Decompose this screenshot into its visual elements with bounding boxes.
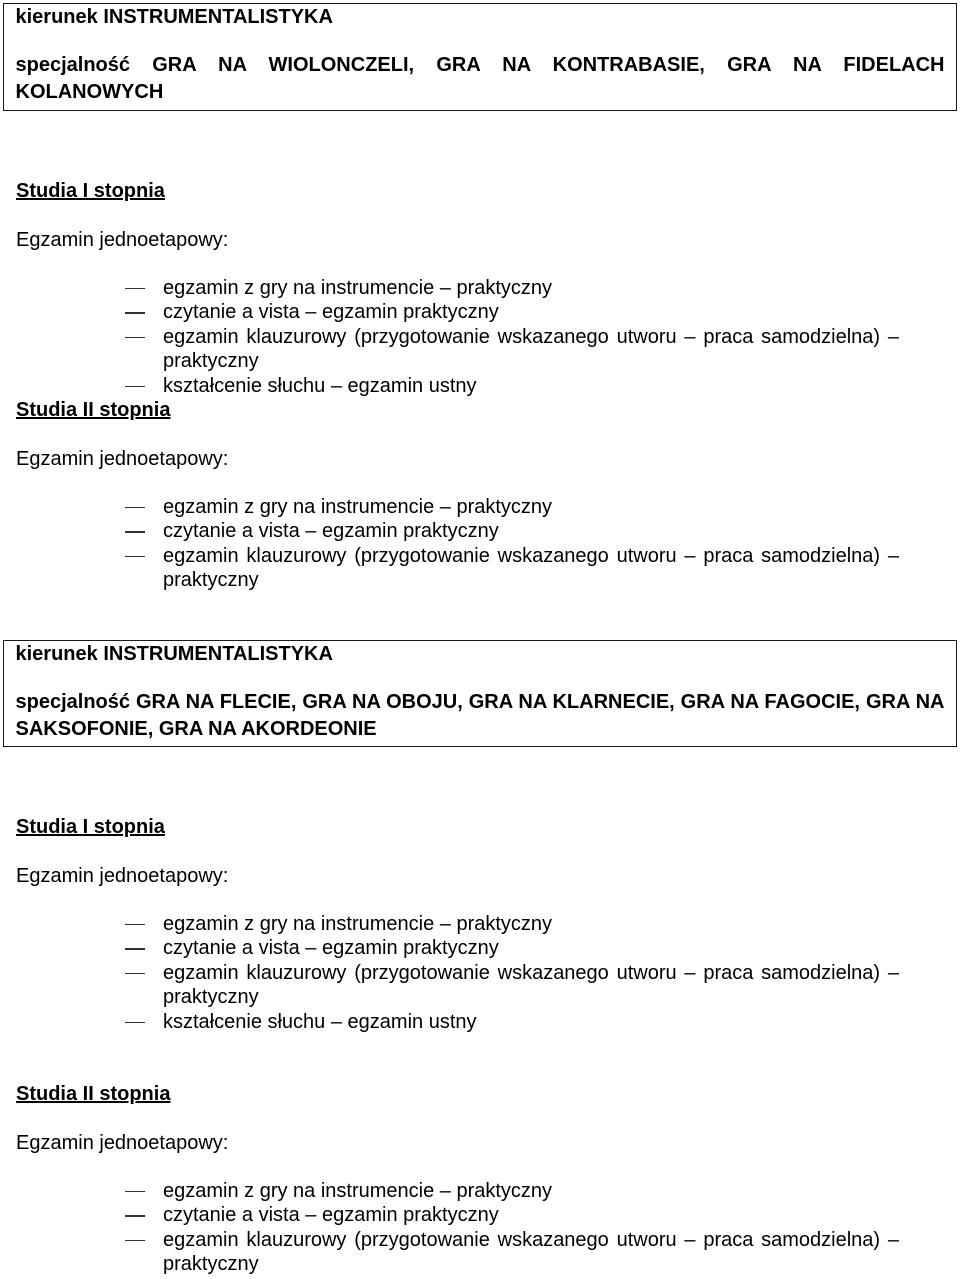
exam-item-text: czytanie a vista – egzamin praktyczny <box>163 520 499 542</box>
specialty-title: specjalność GRA NA FLECIE, GRA NA OBOJU, GRA NA KLARNECIE, GRA NA FAGOCIE, GRA NA SAKSOFONIE, GRA NA AKORDEONIE <box>15 691 945 740</box>
direction-title: kierunek INSTRUMENTALISTYKA <box>15 643 333 665</box>
exam-item <box>163 1203 899 1228</box>
list-dash-icon <box>125 1022 145 1024</box>
level-heading: Studia I stopnia <box>16 815 165 838</box>
list-dash-icon <box>125 973 145 975</box>
list-dash-icon <box>125 948 145 950</box>
exam-item <box>163 912 899 937</box>
exam-list <box>125 1179 899 1277</box>
exam-item <box>163 1010 899 1035</box>
exam-list <box>125 276 899 399</box>
exam-item <box>163 495 899 520</box>
list-dash-icon <box>125 1240 145 1242</box>
exam-item-text: egzamin z gry na instrumencie – praktyczny <box>163 276 553 299</box>
exam-item <box>163 936 899 961</box>
exam-item-text: czytanie a vista – egzamin praktyczny <box>163 1204 499 1226</box>
exam-item <box>163 1179 899 1204</box>
exam-item-text: egzamin z gry na instrumencie – praktyczny <box>163 912 553 935</box>
exam-item-text: czytanie a vista – egzamin praktyczny <box>163 301 499 323</box>
study-level-section <box>16 815 946 1035</box>
specialty-title: specjalność GRA NA WIOLONCZELI, GRA NA KONTRABASIE, GRA NA FIDELACH KOLANOWYCH <box>15 54 945 103</box>
exam-item-text: kształcenie słuchu – egzamin ustny <box>163 1010 477 1033</box>
list-dash-icon <box>125 1191 145 1193</box>
exam-type-label: Egzamin jednoetapowy: <box>16 864 229 887</box>
exam-item <box>163 325 899 374</box>
list-dash-icon <box>125 1215 145 1217</box>
exam-item <box>163 374 899 399</box>
direction-title: kierunek INSTRUMENTALISTYKA <box>15 6 333 28</box>
study-level-section <box>16 398 946 593</box>
list-dash-icon <box>125 337 145 339</box>
exam-item <box>163 544 899 593</box>
exam-list <box>125 495 899 593</box>
exam-type-label: Egzamin jednoetapowy: <box>16 447 229 470</box>
list-dash-icon <box>125 288 145 290</box>
exam-item-text: egzamin klauzurowy (przygotowanie wskazanego utworu – praca samodzielna) – praktyczny <box>163 961 899 1008</box>
program-box <box>3 3 957 111</box>
list-dash-icon <box>125 312 145 314</box>
list-dash-icon <box>125 507 145 509</box>
exam-item <box>163 276 899 301</box>
level-heading: Studia II stopnia <box>16 398 171 421</box>
exam-item <box>163 1228 899 1277</box>
exam-item-text: czytanie a vista – egzamin praktyczny <box>163 937 499 959</box>
list-dash-icon <box>125 924 145 926</box>
study-level-section <box>16 179 946 399</box>
exam-list <box>125 912 899 1035</box>
exam-item-text: egzamin klauzurowy (przygotowanie wskazanego utworu – praca samodzielna) – praktyczny <box>163 325 899 372</box>
program-box <box>3 640 957 747</box>
level-heading: Studia I stopnia <box>16 179 165 202</box>
exam-item <box>163 961 899 1010</box>
list-dash-icon <box>125 556 145 558</box>
exam-type-label: Egzamin jednoetapowy: <box>16 228 229 251</box>
list-dash-icon <box>125 531 145 533</box>
exam-item <box>163 519 899 544</box>
exam-type-label: Egzamin jednoetapowy: <box>16 1131 229 1154</box>
list-dash-icon <box>125 386 145 388</box>
exam-item-text: egzamin z gry na instrumencie – praktyczny <box>163 1179 553 1202</box>
exam-item-text: egzamin klauzurowy (przygotowanie wskazanego utworu – praca samodzielna) – praktyczny <box>163 544 899 591</box>
exam-item-text: egzamin z gry na instrumencie – praktyczny <box>163 495 553 518</box>
exam-item <box>163 300 899 325</box>
exam-item-text: kształcenie słuchu – egzamin ustny <box>163 374 477 397</box>
study-level-section <box>16 1082 946 1277</box>
exam-item-text: egzamin klauzurowy (przygotowanie wskazanego utworu – praca samodzielna) – praktyczny <box>163 1228 899 1275</box>
level-heading: Studia II stopnia <box>16 1082 171 1105</box>
